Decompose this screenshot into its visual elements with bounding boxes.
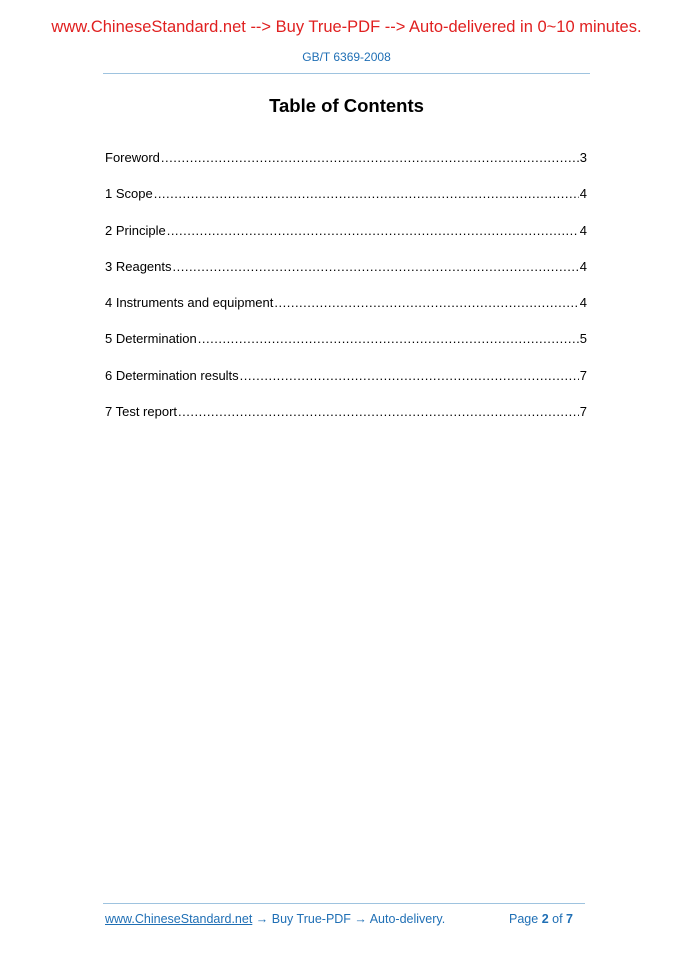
toc-leader-dots (240, 368, 579, 383)
footer-promo-text: → Buy True-PDF → Auto-delivery. (252, 912, 446, 926)
toc-entry-determination-results[interactable] (105, 368, 587, 404)
toc-entry-page: 7 (579, 404, 587, 420)
page-indicator (509, 912, 573, 926)
toc-entry-principle[interactable] (105, 223, 587, 259)
toc-entry-label: Foreword (105, 150, 160, 165)
toc-entry-test-report[interactable] (105, 404, 587, 440)
toc-entry-label: 3 Reagents (105, 258, 172, 274)
toc-entry-page: 7 (579, 367, 587, 383)
toc-list (105, 150, 587, 440)
toc-leader-dots (161, 150, 579, 165)
footer-divider (103, 903, 585, 904)
standard-code-header: GB/T 6369-2008 (302, 50, 391, 64)
toc-leader-dots (178, 404, 579, 419)
toc-title: Table of Contents (269, 95, 424, 116)
toc-entry-page: 3 (579, 150, 587, 165)
of-word: of (552, 912, 563, 926)
toc-entry-reagents[interactable] (105, 259, 587, 295)
toc-leader-dots (167, 223, 579, 238)
toc-entry-label: 7 Test report (105, 404, 178, 420)
toc-leader-dots (173, 259, 579, 274)
toc-entry-label: 5 Determination (105, 331, 197, 347)
footer-site-link[interactable]: www.ChineseStandard.net (105, 912, 253, 926)
toc-entry-page: 4 (579, 295, 587, 311)
toc-entry-label: 2 Principle (105, 222, 166, 238)
toc-entry-page: 4 (579, 186, 587, 202)
page-total: 7 (566, 912, 573, 926)
toc-entry-scope[interactable] (105, 186, 587, 222)
page-current: 2 (541, 912, 549, 926)
toc-entry-label: 4 Instruments and equipment (105, 295, 274, 311)
toc-leader-dots (154, 186, 579, 201)
toc-entry-page: 5 (579, 331, 587, 347)
page-word: Page (509, 912, 539, 926)
promo-banner: www.ChineseStandard.net --> Buy True-PDF --> Auto-delivered in 0~10 minutes. (51, 18, 642, 36)
toc-entry-page: 4 (579, 258, 587, 274)
toc-leader-dots (198, 331, 579, 346)
toc-entry-foreword[interactable] (105, 150, 587, 186)
toc-entry-instruments[interactable] (105, 295, 587, 331)
toc-leader-dots (274, 295, 578, 310)
footer-promo (105, 912, 445, 926)
toc-entry-label: 1 Scope (105, 186, 153, 202)
header-divider (103, 73, 590, 74)
toc-entry-page: 4 (579, 222, 587, 238)
toc-entry-determination[interactable] (105, 331, 587, 367)
toc-entry-label: 6 Determination results (105, 367, 239, 383)
